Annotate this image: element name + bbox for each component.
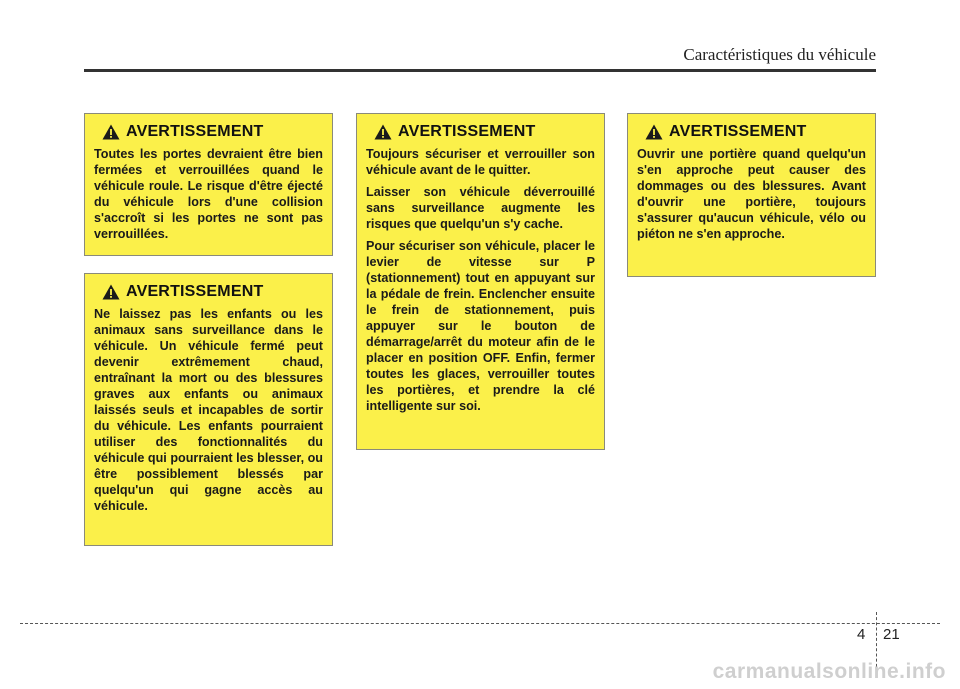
warning-title: AVERTISSEMENT [398, 123, 536, 140]
warning-title: AVERTISSEMENT [669, 123, 807, 140]
page-number: 21 [883, 626, 900, 643]
header-title: Caractéristiques du véhicule [683, 45, 876, 64]
warning-header [102, 283, 323, 301]
footer-divider [20, 623, 940, 624]
chapter-number: 4 [857, 626, 866, 643]
warning-text: Toutes les portes devraient être bien fermées et verrouillées quand le véhicule roule. Le risque d'être éjecté du véhicule lors d'une collision s'accroît si les portes ne sont pas verrouillées. [94, 147, 323, 241]
warning-triangle-icon [374, 124, 392, 140]
warning-text: Laisser son véhicule déverrouillé sans surveillance augmente les risques que quelqu'un s'y cache. [366, 185, 595, 231]
warning-box-secure-vehicle [356, 113, 605, 450]
warning-triangle-icon [645, 124, 663, 140]
warning-text: Ouvrir une portière quand quelqu'un s'en approche peut causer des dommages ou des blessures. Avant d'ouvrir une portière, toujours s'assurer qu'aucun véhicule, vélo ou piéton ne s'en approche. [637, 147, 866, 241]
warning-text: Pour sécuriser son véhicule, placer le levier de vitesse sur P (stationnement) tout en appuyant sur la pédale de frein. Enclencher ensuite le frein de stationnement, puis appuyer sur le bouton de démarrage/arrêt du moteur afin de le placer en position OFF. Enfin, fermer toutes les glaces, verrouiller toutes les portières, et prendre la clé intelligente sur soi. [366, 239, 595, 413]
warning-header [374, 123, 595, 141]
warning-header [102, 123, 323, 141]
warning-header [645, 123, 866, 141]
watermark: carmanualsonline.info [712, 660, 946, 683]
warning-box-children-animals [84, 273, 333, 546]
warning-triangle-icon [102, 284, 120, 300]
warning-title: AVERTISSEMENT [126, 123, 264, 140]
warning-text: Ne laissez pas les enfants ou les animaux sans surveillance dans le véhicule. Un véhicule fermé peut devenir extrêmement chaud, entraînant la mort ou des blessures graves aux enfants ou animaux laissés seuls et incapables de sortir du véhicule. Les enfants pourraient utiliser des fonctionnalités du véhicule qui pourraient les blesser, ou être possiblement blessés par quelqu'un qui gagne accès au véhicule. [94, 307, 323, 513]
header-rule [84, 69, 876, 72]
warning-triangle-icon [102, 124, 120, 140]
warning-box-doors-locked [84, 113, 333, 256]
warning-text: Toujours sécuriser et verrouiller son véhicule avant de le quitter. [366, 147, 595, 177]
warning-title: AVERTISSEMENT [126, 283, 264, 300]
warning-box-opening-door [627, 113, 876, 277]
